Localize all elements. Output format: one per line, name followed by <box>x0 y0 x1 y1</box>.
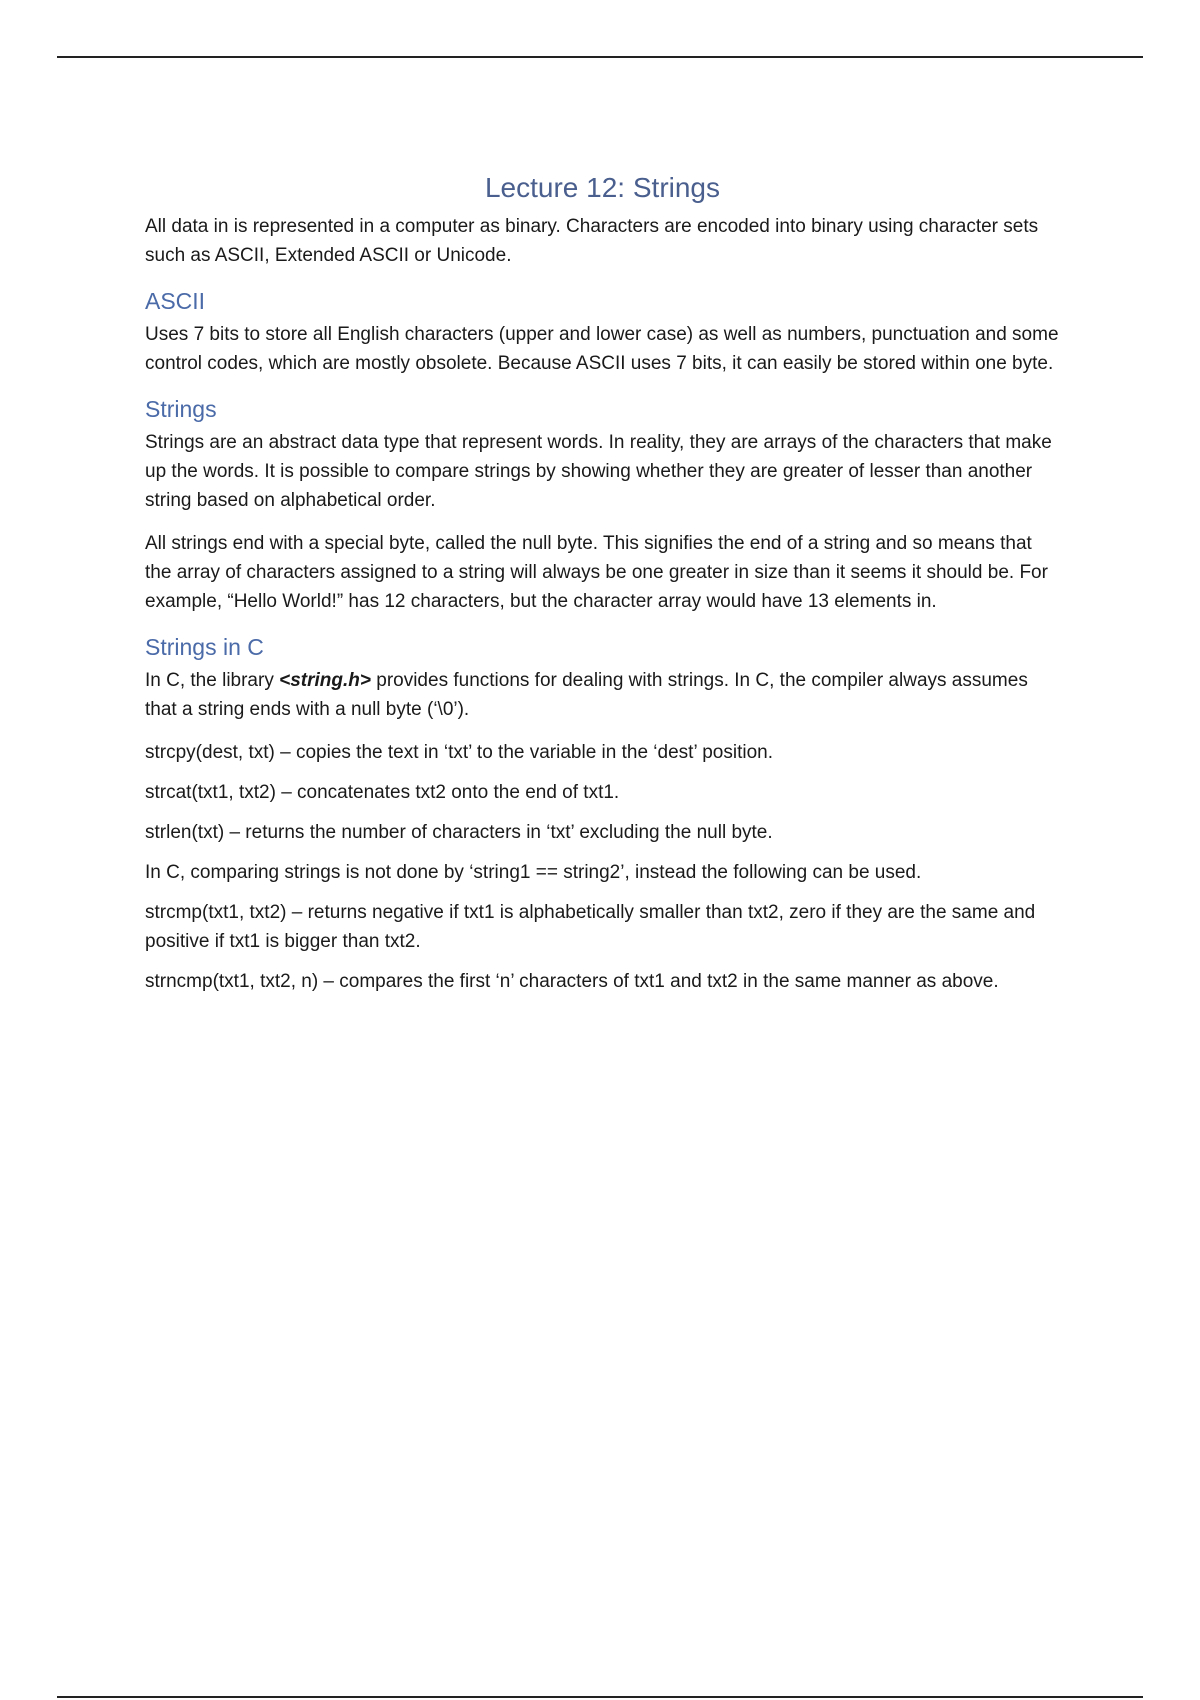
library-intro-after: provides functions for dealing with strings. In C, the compiler always assumes that a string ends with a null byte (‘\0’). <box>145 670 1028 720</box>
ascii-paragraph: Uses 7 bits to store all English characters (upper and lower case) as well as numbers, punctuation and some control codes, which are mostly obsolete. Because ASCII uses 7 bits, it can easily be stored within one byte. <box>145 324 1059 374</box>
compare-note: In C, comparing strings is not done by ‘string1 == string2’, instead the following can be used. <box>145 862 922 883</box>
strings-paragraph-1: Strings are an abstract data type that represent words. In reality, they are arrays of the characters that make up the words. It is possible to compare strings by showing whether they are greater of lesser than another string based on alphabetical order. <box>145 432 1052 511</box>
top-rule <box>57 56 1143 58</box>
page-title: Lecture 12: Strings <box>484 172 721 203</box>
section-heading-strings: Strings <box>145 396 217 422</box>
bottom-rule <box>57 1696 1143 1698</box>
strings-paragraph-2: All strings end with a special byte, called the null byte. This signifies the end of a string and so means that the array of characters assigned to a string will always be one greater in size than it seems it should be. For example, “Hello World!” has 12 characters, but the character array would have 13 elements in. <box>145 533 1048 612</box>
document-body <box>145 170 1060 1007</box>
section-heading-strings-in-c: Strings in C <box>145 634 264 660</box>
function-strcpy: strcpy(dest, txt) – copies the text in ‘txt’ to the variable in the ‘dest’ position. <box>145 742 774 763</box>
library-intro-before: In C, the library <box>145 670 280 691</box>
section-heading-ascii: ASCII <box>145 288 206 314</box>
intro-paragraph: All data in is represented in a computer as binary. Characters are encoded into binary using character sets such as ASCII, Extended ASCII or Unicode. <box>145 216 1039 266</box>
function-strlen: strlen(txt) – returns the number of characters in ‘txt’ excluding the null byte. <box>145 822 773 843</box>
function-strcmp: strcmp(txt1, txt2) – returns negative if txt1 is alphabetically smaller than txt2, zero if they are the same and positive if txt1 is bigger than txt2. <box>145 902 1036 952</box>
library-name: <string.h> <box>279 670 371 691</box>
library-paragraph <box>145 666 1060 724</box>
function-strcat: strcat(txt1, txt2) – concatenates txt2 onto the end of txt1. <box>145 782 620 803</box>
function-strncmp: strncmp(txt1, txt2, n) – compares the first ‘n’ characters of txt1 and txt2 in the same manner as above. <box>145 971 999 992</box>
